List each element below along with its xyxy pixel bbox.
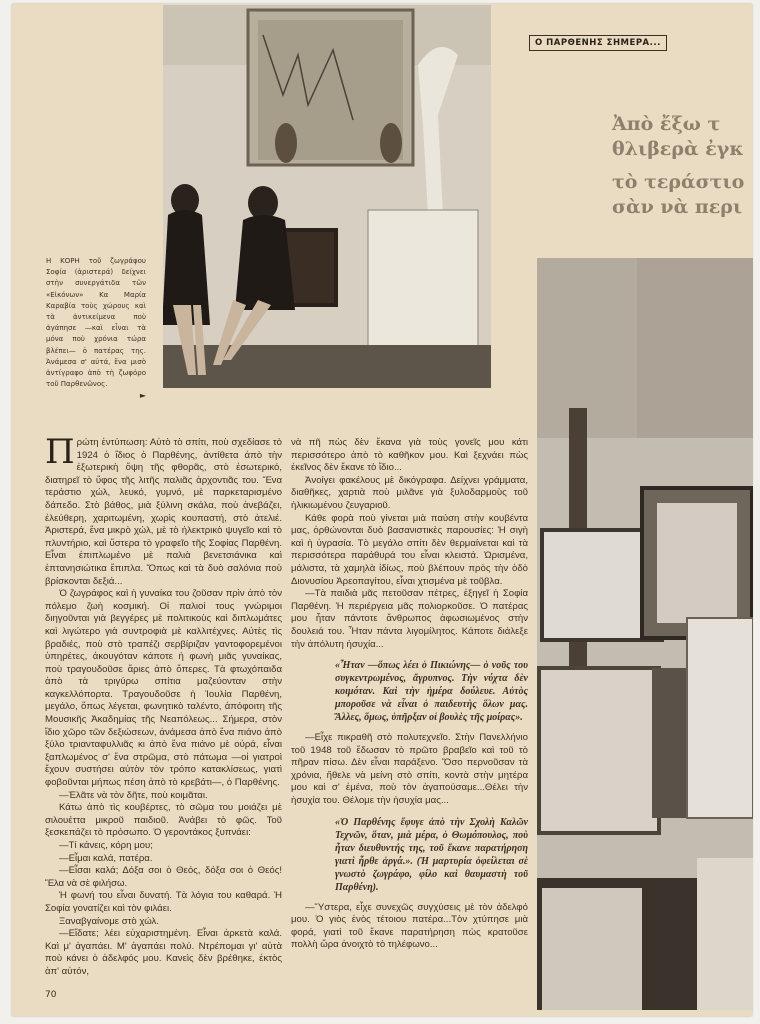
headline-line: θλιβερὰ ἐγκ	[612, 138, 744, 160]
article-paragraph: —Εἴδατε; λέει εὐχαριστημένη. Εἶναι ἀρκετὰ καλά. Καὶ μ' ἀγαπάει. Μ' ἀγαπάει πολύ. Ντρέπομαι γι' αὐτὰ ποὺ κάνει ὁ ἀδελφός μου. Κανεὶς δὲν βρέθηκε, ἐκτὸς ἀπ' αὐτόν,	[45, 928, 282, 977]
headline-line: σὰν νὰ περι	[612, 196, 743, 218]
article-paragraph: —Τὰ παιδιὰ μᾶς πετοῦσαν πέτρες, ἐξηγεῖ ἡ Σοφία Παρθένη. Ἡ περιέργεια μᾶς πολιορκοῦσε. Ὁ πατέρας μου ἦταν πάντοτε ἄνθρωπος ἀφωσιωμένος στὴν δουλειά του. Ἦταν πάντα λιγομίλητος. Κάποτε διάλεξε τὴν ἀπόλυτη ἡσυχία...	[291, 588, 528, 650]
headline-line: Ἀπὸ ἔξω τ	[612, 113, 721, 135]
caption-text: Η ΚΟΡΗ τοῦ ζωγράφου Σοφία (ἀριστερά) δείχνει στὴν συνεργάτιδα τῶν «Εἰκόνων» Κα Μαρία Καραβία τοὺς χώρους καὶ τὰ ἀντικείμενα ποὺ ἀγάπησε —καὶ εἶναι τὰ μόνα ποὺ χρόνια τώρα βλέπει— ὁ πατέρας της. Ἀνάμεσα σ' αὐτά, ἕνα μισὸ ἀντίγραφο ἀπὸ τὴ ζωφόρο τοῦ Παρθενῶνος.	[46, 257, 146, 389]
pull-quote: «Ὁ Παρθένης ἔφυγε ἀπὸ τὴν Σχολὴ Καλῶν Τεχνῶν, ὅταν, μιὰ μέρα, ὁ Θωμόπουλος, ποὺ ἦταν διευθυντής της, τοῦ ἔκανε παρατήρηση γιατὶ ἦρθε ἀργά.». (Ἡ μαρτυρία ὀφείλεται σὲ γνωστὸ ζωγράφο, φίλο καὶ θαυμαστὴ τοῦ Παρθένη).	[335, 816, 528, 893]
photo-caption	[46, 256, 146, 402]
headline	[612, 112, 760, 220]
photo-two-women-in-hall	[163, 5, 491, 388]
article-paragraph: νὰ πῆ πὼς δὲν ἔκανα γιὰ τοὺς γονεῖς μου κάτι περισσότερο ἀπὸ τὸ καθῆκον μου. Καὶ ξεχνάει πὼς ἐκεῖνος δὲν ἔκανε τὸ ἴδιο...	[291, 437, 528, 474]
article-paragraph: —Τί κάνεις, κόρη μου;	[59, 840, 153, 851]
article-column-1	[45, 432, 282, 1001]
photo-right-image	[537, 258, 753, 1010]
drop-cap: Π	[45, 432, 75, 472]
photo-studio-paintings	[537, 258, 753, 1010]
article-paragraph: —Εἶχε πικραθῆ στὸ πολυτεχνεῖο. Στὴν Πανελλήνιο τοῦ 1948 τοῦ ἔδωσαν τὸ πρῶτο βραβεῖο καὶ τοῦ τὸ πῆραν πίσω. Δὲν εἶναι παράξενο. Ὅσο περνοῦσαν τὰ χρόνια, ἤθελε νὰ μείνη στὸ σπίτι, κοντὰ στὴν μητέρα μου καὶ σ' ἐμένα, ποὺ τὸν ἀγαπούσαμε...Θέλει τὴν ἡσυχία του. Θέλομε τὴν ἡσυχία μας...	[291, 732, 528, 807]
article-paragraph: Ὁ ζωγράφος καὶ ἡ γυναίκα του ζοῦσαν πρὶν ἀπὸ τὸν πόλεμο ζωὴ κοσμική. Οἱ παλιοί τους γνώριμοι διηγοῦνται γιὰ βεγγέρες μὲ πολιτικοὺς καὶ διπλωμάτες καὶ λιγώτερο γιὰ συντροφιὰ μὲ καλλιτέχνες. Αὐτὲς τὶς βραδιές, ποὺ στὸ τραπέζι σερβίριζαν γαντοφορεμένοι ὑπηρέτες, ἀκουγόταν κάποτε ἡ φωνὴ μιᾶς γυναίκας, ποὺ τραγουδοῦσε ἄριες ἀπὸ ὄπερες. Τὰ φτωχόπαιδα ἀπὸ τὰ τριγύρω σπίτια μαζεύονταν στὴν καγκελλόπορτα. Τραγουδοῦσε ἡ Ἰουλία Παρθένη, μεγάλο, ὅπως λέγεται, φωνητικὸ ταλέντο, ἀπόφοιτη τῆς Μουσικῆς Ἀκαδημίας τῆς Νεαπόλεως... Σήμερα, στὸν ἴδιο χῶρο τῶν δεξιώσεων, ἀνάμεσα ἀπὸ ἕνα πιάνο ἀπὸ ξύλο τριανταφυλλιᾶς κι ἀπὸ ἕνα πιάνο μὲ οὐρά, εἶναι ξαπλωμένος σ' ἕνα στρῶμα, στὸ πάτωμα —οἱ γιατροὶ ἔχουν συστήσει αὐτὸν τὸν τρόπο κατακλίσεως, γιατὶ φοβοῦνται μήπως πέση ἀπὸ τὸ κρεβάτι—, ὁ Παρθένης.	[45, 588, 282, 789]
pull-quote: «Ἦταν —ὅπως λέει ὁ Πικιώνης— ὁ νοῦς του συγκεντρωμένος, ἄγρυπνος. Τὴν νύχτα δὲν κοιμόταν. Καὶ τὴν ἡμέρα δούλευε. Αὐτὸς μποροῦσε νὰ εἶναι ὁ παιδευτὴς ὅλων μας. Ἄλλες, ὅμως, ὑπῆρξαν οἱ βουλὲς τῆς μοίρας».	[335, 660, 528, 724]
continue-arrow-icon: ►	[139, 391, 146, 401]
article-column-2	[291, 437, 528, 952]
article-paragraph	[45, 432, 282, 588]
article-paragraph: —Ὕστερα, εἶχε συνεχῶς συγχύσεις μὲ τὸν ἀδελφό μου. Ὁ γιὸς ἑνὸς τέτοιου πατέρα...Τὸν χτύπησε μιὰ φορά, γιατὶ τοῦ ἔκανε παρατήρηση πὼς κρατοῦσε πολλὴ ὥρα ἀνοιχτὸ τὸ τηλέφωνο...	[291, 901, 528, 951]
article-paragraph: —Εἶσαι καλά; Δόξα σοι ὁ Θεός, δόξα σοι ὁ Θεός! Ἔλα νὰ σὲ φιλήσω.	[45, 865, 282, 889]
headline-line: τὸ τεράστιο	[612, 171, 745, 193]
article-paragraph: —Εἶμαι καλά, πατέρα.	[59, 852, 153, 864]
article-paragraph: Κάθε φορὰ ποὺ γίνεται μιὰ παύση στὴν κουβέντα μας, ὀρθώνονται δυὸ βασανιστικὲς παρουσίες: Ἡ σιγὴ καὶ ἡ ὑγρασία. Τὸ μεγάλο σπίτι δὲν θερμαίνεται καὶ τὰ περισσότερα παράθυρά του εἶναι κλειστά. Ὡρισμένα, μάλιστα, τὰ χαμηλὰ ἰδίως, ποὺ βλέπουν πρὸς τὴν ὁδὸ Διονυσίου Ἀρεοπαγίτου, εἶναι χτισμένα μὲ τοῦβλα.	[291, 512, 528, 587]
paragraph-text: ρώτη ἐντύπωση: Αὐτὸ τὸ σπίτι, ποὺ σχεδίασε τὸ 1924 ὁ ἴδιος ὁ Παρθένης, ἀντίθετα ἀπὸ τὴν ἐξωτερικὴ ὄψη τῆς φθορᾶς, στὸ ἐσωτερικό, διατηρεῖ τὸ ὕφος τῆς λιτῆς παλιᾶς ἀρχοντιᾶς του. Ἕνα τεράστιο χώλ, λευκό, γυμνό, μὲ παρκεταρισμένο δάπεδο. Στὸ βάθος, μιὰ ξύλινη σκάλα, ποὺ ἀνεβάζει, ἐλεύθερη, χαριτωμένη, χωρὶς κουπαστή, στὸ ἀτελιέ. Ἀριστερά, ἕνα μικρὸ χώλ, μὲ τὸ ἠλεκτρικὸ ψυγεῖο καὶ τὸ πλυντήριο, καὶ ὕστερα τὸ γραφεῖο τῆς Σοφίας Παρθένη. Εἶναι ἐπιπλωμένο μὲ παλιὰ βενετσιάνικα καὶ ἑπτανησιώτικα ἔπιπλα. Ὅπως καὶ τὰ δυὸ σαλόνια ποὺ βρίσκονται δεξιά...	[45, 437, 282, 587]
page-number: 70	[45, 989, 57, 1000]
photo-top-image	[163, 5, 491, 388]
article-paragraph: Κάτω ἀπὸ τὶς κουβέρτες, τὸ σῶμα του μοιάζει μὲ σιλουέττα μικροῦ παιδιοῦ. Ἀνάβει τὸ φῶς. Τοῦ ξεσκεπάζει τὸ πρόσωπο. Ὁ γεροντάκος ξυπνάει:	[45, 802, 282, 839]
article-paragraph: —Ἐλᾶτε νὰ τὸν δῆτε, ποὺ κοιμᾶται.	[59, 789, 208, 801]
article-paragraph: Ξαναβγαίνομε στὸ χώλ.	[59, 915, 159, 927]
article-paragraph: Ἀνοίγει φακέλους μὲ δικόγραφα. Δείχνει γράμματα, διαθῆκες, χαρτιὰ ποὺ μιλᾶνε γιὰ ξυλοδαρμοὺς τοῦ ἡλικιωμένου ζευγαριοῦ.	[291, 474, 528, 511]
article-paragraph: Ἡ φωνή του εἶναι δυνατή. Τὰ λόγια του καθαρά. Ἡ Σοφία γονατίζει καὶ τὸν φιλάει.	[45, 890, 282, 914]
section-label: Ο ΠΑΡΘΕΝΗΣ ΣΗΜΕΡΑ...	[529, 35, 667, 51]
